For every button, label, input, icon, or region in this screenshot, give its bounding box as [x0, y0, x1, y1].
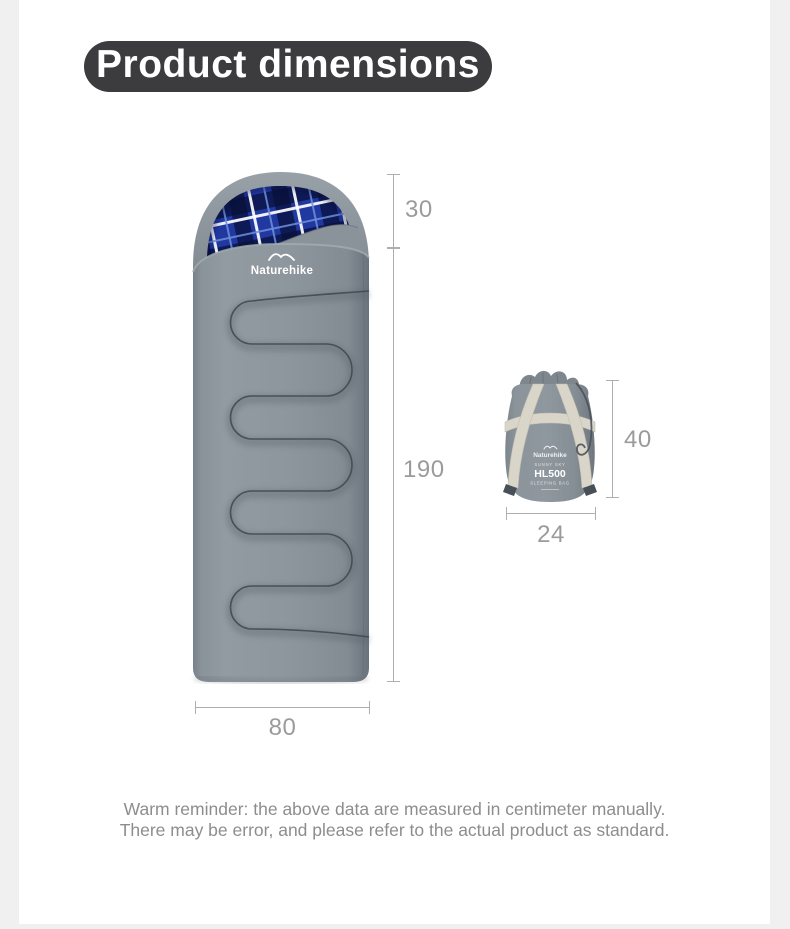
- hood-height-dimension-line: [393, 174, 394, 248]
- sack-height-value: 40: [624, 426, 652, 453]
- hood-height-value: 30: [405, 196, 433, 223]
- sack-height-dimension-line: [612, 380, 613, 498]
- sack-type-text: SLEEPING BAG: [530, 480, 570, 486]
- stuff-sack-illustration: [503, 371, 597, 502]
- bag-brand-text: Naturehike: [250, 265, 314, 277]
- sack-model-text: HL500: [534, 468, 566, 480]
- bag-width-value: 80: [268, 714, 297, 741]
- warm-reminder-note: [19, 799, 770, 841]
- sack-brand-text: Naturehike: [533, 452, 567, 459]
- sleeping-bag-illustration: [193, 172, 369, 682]
- sack-label-divider: [541, 489, 559, 490]
- bag-body: [193, 244, 369, 682]
- sack-subtitle-text: SUNNY SKY: [534, 462, 566, 467]
- page-title: Product dimensions: [96, 42, 480, 86]
- sack-width-value: 24: [537, 521, 565, 548]
- warm-reminder-line2: There may be error, and please refer to the actual product as standard.: [119, 820, 670, 840]
- sack-label: [530, 446, 569, 490]
- warm-reminder-line1: Warm reminder: the above data are measured in centimeter manually.: [123, 799, 666, 819]
- sack-width-dimension-line: [506, 513, 596, 514]
- bag-width-dimension-line: [195, 707, 370, 708]
- body-length-value: 190: [403, 456, 445, 483]
- body-length-dimension-line: [393, 248, 394, 682]
